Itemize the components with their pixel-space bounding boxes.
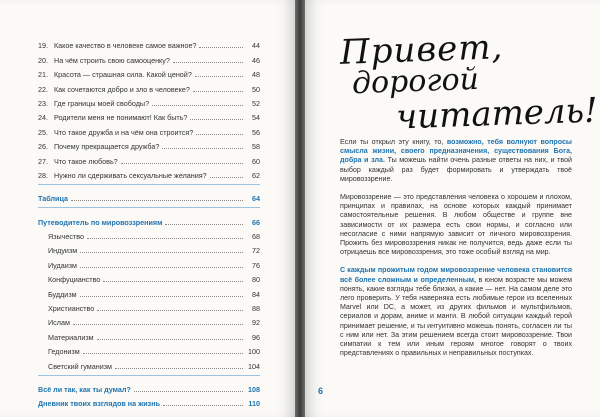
toc-title: Язычество <box>48 232 85 242</box>
toc-row[interactable] <box>38 50 260 64</box>
toc-page-number: 56 <box>252 127 260 137</box>
toc-title: Светский гуманизм <box>48 361 112 371</box>
paragraph-3 <box>340 266 572 358</box>
heading-line-1: Привет, <box>339 27 504 73</box>
toc-page-number: 50 <box>252 84 260 94</box>
paragraph-2: Мировоззрение — это представления человека о хорошем и плохом, принципах и правилах, на основе которых каждый принимает самостоятельные решения. В любом обществе и группе вне зависимости от их размера есть свои нормы, и согласно или несогласие с ними напрямую зависит от личного мировоззрения. Прожить без мировоззрения никак не получится, ведь даже если ты отрицаешь все мировоззрения, это тоже особый взгляд на мир. <box>340 193 572 257</box>
toc-title: Что такое любовь? <box>54 156 118 166</box>
toc-leader-dots <box>71 200 243 201</box>
toc-leader-dots <box>80 267 243 268</box>
toc-row[interactable] <box>38 94 260 108</box>
toc-item-number: 27. <box>38 156 48 166</box>
toc-page-number: 66 <box>252 217 260 227</box>
toc-leader-dots <box>115 368 243 369</box>
toc-title: Нужно ли сдерживать сексуальные желания? <box>54 170 207 180</box>
intro-text <box>340 138 572 367</box>
toc-row[interactable] <box>38 313 260 327</box>
toc-title: Ислам <box>48 318 70 328</box>
toc-row[interactable] <box>38 79 260 93</box>
toc-title: Всё ли так, как ты думал? <box>38 384 131 394</box>
toc-page-number: 58 <box>252 142 260 152</box>
toc-row[interactable] <box>38 241 260 255</box>
toc-item-number: 25. <box>38 127 48 137</box>
toc-title: На чём строить свою самооценку? <box>54 55 170 65</box>
toc-row[interactable] <box>38 137 260 151</box>
toc-leader-dots <box>190 119 243 120</box>
toc-leader-dots <box>162 148 243 149</box>
toc-leader-dots <box>80 252 243 253</box>
toc-page-number: 52 <box>252 98 260 108</box>
toc-row[interactable] <box>38 394 260 408</box>
toc-title: Родители меня не понимают! Как быть? <box>54 113 188 123</box>
toc-leader-dots <box>199 47 243 48</box>
toc-worldviews-section <box>38 227 260 371</box>
toc-title: Дневник твоих взглядов на жизнь <box>38 399 160 409</box>
toc-item-number: 24. <box>38 113 48 123</box>
toc-title: Что такое дружба и на чём она строится? <box>54 127 194 137</box>
toc-row[interactable] <box>38 108 260 122</box>
toc-item-number: 28. <box>38 170 48 180</box>
toc-row[interactable] <box>38 227 260 241</box>
toc-leader-dots <box>83 353 243 354</box>
toc-row[interactable] <box>38 65 260 79</box>
toc-page-number: 96 <box>252 332 260 342</box>
toc-row[interactable] <box>38 122 260 136</box>
toc-row[interactable] <box>38 151 260 165</box>
toc-row[interactable] <box>38 380 260 394</box>
toc-title: Какое качество в человеке самое важное? <box>54 41 197 51</box>
toc-page-number: 68 <box>252 232 260 242</box>
toc-title: Где границы моей свободы? <box>54 98 150 108</box>
toc-page-number: 104 <box>248 361 260 371</box>
page-number: 6 <box>318 386 324 396</box>
toc-item-number: 20. <box>38 55 48 65</box>
toc-leader-dots <box>121 163 243 164</box>
toc-page-number: 88 <box>252 304 260 314</box>
paragraph-text: Если ты открыл эту книгу, то, <box>340 138 447 146</box>
toc-leader-dots <box>196 134 243 135</box>
toc-title: Почему прекращается дружба? <box>54 142 160 152</box>
toc-title: Христианство <box>48 304 95 314</box>
toc-page-number: 46 <box>252 55 260 65</box>
toc-row-table[interactable] <box>38 189 260 203</box>
toc-row[interactable] <box>38 284 260 298</box>
toc-row[interactable] <box>38 255 260 269</box>
toc-title: Таблица <box>38 194 68 204</box>
paragraph-1 <box>340 138 572 184</box>
toc-page-number: 110 <box>248 399 260 409</box>
toc-leader-dots <box>97 339 243 340</box>
toc-row[interactable] <box>38 356 260 370</box>
toc-title: Путеводитель по мировоззрениям <box>38 217 163 227</box>
toc-leader-dots <box>173 62 243 63</box>
toc-item-number: 26. <box>38 142 48 152</box>
paragraph-text: Ты можешь найти очень разные ответы на них, и твой выбор каждый раз будет формировать и утверждать твоё мировоззрение. <box>340 156 573 183</box>
toc-final-section <box>38 380 260 409</box>
toc-item-number: 19. <box>38 41 48 51</box>
toc-title: Иудаизм <box>48 260 77 270</box>
toc-page-number: 108 <box>248 384 260 394</box>
toc-page-number: 54 <box>252 113 260 123</box>
toc-row-guide[interactable] <box>38 212 260 226</box>
toc-leader-dots <box>97 310 243 311</box>
toc-row[interactable] <box>38 299 260 313</box>
toc-leader-dots <box>80 296 243 297</box>
toc-title: Материализм <box>48 332 94 342</box>
paragraph-text: в юном возрасте мы можем понять, какие взгляды тебе близки, а какие — нет. На самом деле это лего проверить. У тебя наверняка есть любимые герои из вселенных Marvel или DC, а может, из других фильмов и мультфильмов, сериалов и дорам, аниме и манги. В любой ситуации каждый герой принимает решение, и ты интуитивно можешь понять, согласен ли ты с ним или нет. За этим решением всегда стоит мировоззрение. Твои симпатии к тем или иным героям многое говорят о твоих представлениях о правильных и неправильных поступках. <box>340 275 572 358</box>
toc-item-number: 22. <box>38 84 48 94</box>
toc-leader-dots <box>152 105 243 106</box>
toc-page-number: 62 <box>252 170 260 180</box>
toc-leader-dots <box>165 224 243 225</box>
toc-page-number: 100 <box>248 347 260 357</box>
toc-divider <box>38 184 260 185</box>
toc-title: Индуизм <box>48 246 78 256</box>
toc-divider <box>38 375 260 376</box>
toc-leader-dots <box>134 391 243 392</box>
toc-leader-dots <box>195 76 243 77</box>
toc-row[interactable] <box>38 342 260 356</box>
heading-line-3: читатель! <box>395 90 599 138</box>
book-gutter <box>295 0 305 417</box>
toc-page-number: 44 <box>252 41 260 51</box>
toc-page-number: 64 <box>252 194 260 204</box>
toc-row[interactable] <box>38 36 260 50</box>
handwritten-heading <box>339 27 599 140</box>
paragraph-highlight: возможно, тебя волнуют вопросы смысла жизни, своего предназначения, существования Бога, добра и зла. <box>340 138 572 165</box>
toc-leader-dots <box>210 177 243 178</box>
toc-page-number: 80 <box>252 275 260 285</box>
toc-row[interactable] <box>38 270 260 284</box>
toc-leader-dots <box>73 324 243 325</box>
toc-leader-dots <box>103 281 243 282</box>
toc-row[interactable] <box>38 166 260 180</box>
toc-item-number: 23. <box>38 98 48 108</box>
toc-title: Красота — страшная сила. Какой ценой? <box>54 70 192 80</box>
toc-page-number: 84 <box>252 289 260 299</box>
toc-numbered-section <box>38 36 260 180</box>
heading-line-2: дорогой <box>351 61 480 102</box>
toc-leader-dots <box>193 91 243 92</box>
toc-title: Конфуцианство <box>48 275 101 285</box>
toc-page-number: 92 <box>252 318 260 328</box>
paragraph-highlight: С каждым прожитым годом мировоззрение человека становится всё более сложным и определенным, <box>340 266 572 284</box>
toc-row[interactable] <box>38 327 260 341</box>
toc-item-number: 21. <box>38 70 48 80</box>
toc-page-number: 60 <box>252 156 260 166</box>
toc-title: Гедонизм <box>48 347 80 357</box>
toc-leader-dots <box>163 405 243 406</box>
toc-page-number: 76 <box>252 260 260 270</box>
toc-page-number: 72 <box>252 246 260 256</box>
toc-title: Буддизм <box>48 289 77 299</box>
toc-page-number: 48 <box>252 70 260 80</box>
toc-leader-dots <box>87 238 243 239</box>
table-of-contents <box>38 36 260 408</box>
toc-title: Как сочетаются добро и зло в человеке? <box>54 84 190 94</box>
toc-divider <box>38 207 260 208</box>
